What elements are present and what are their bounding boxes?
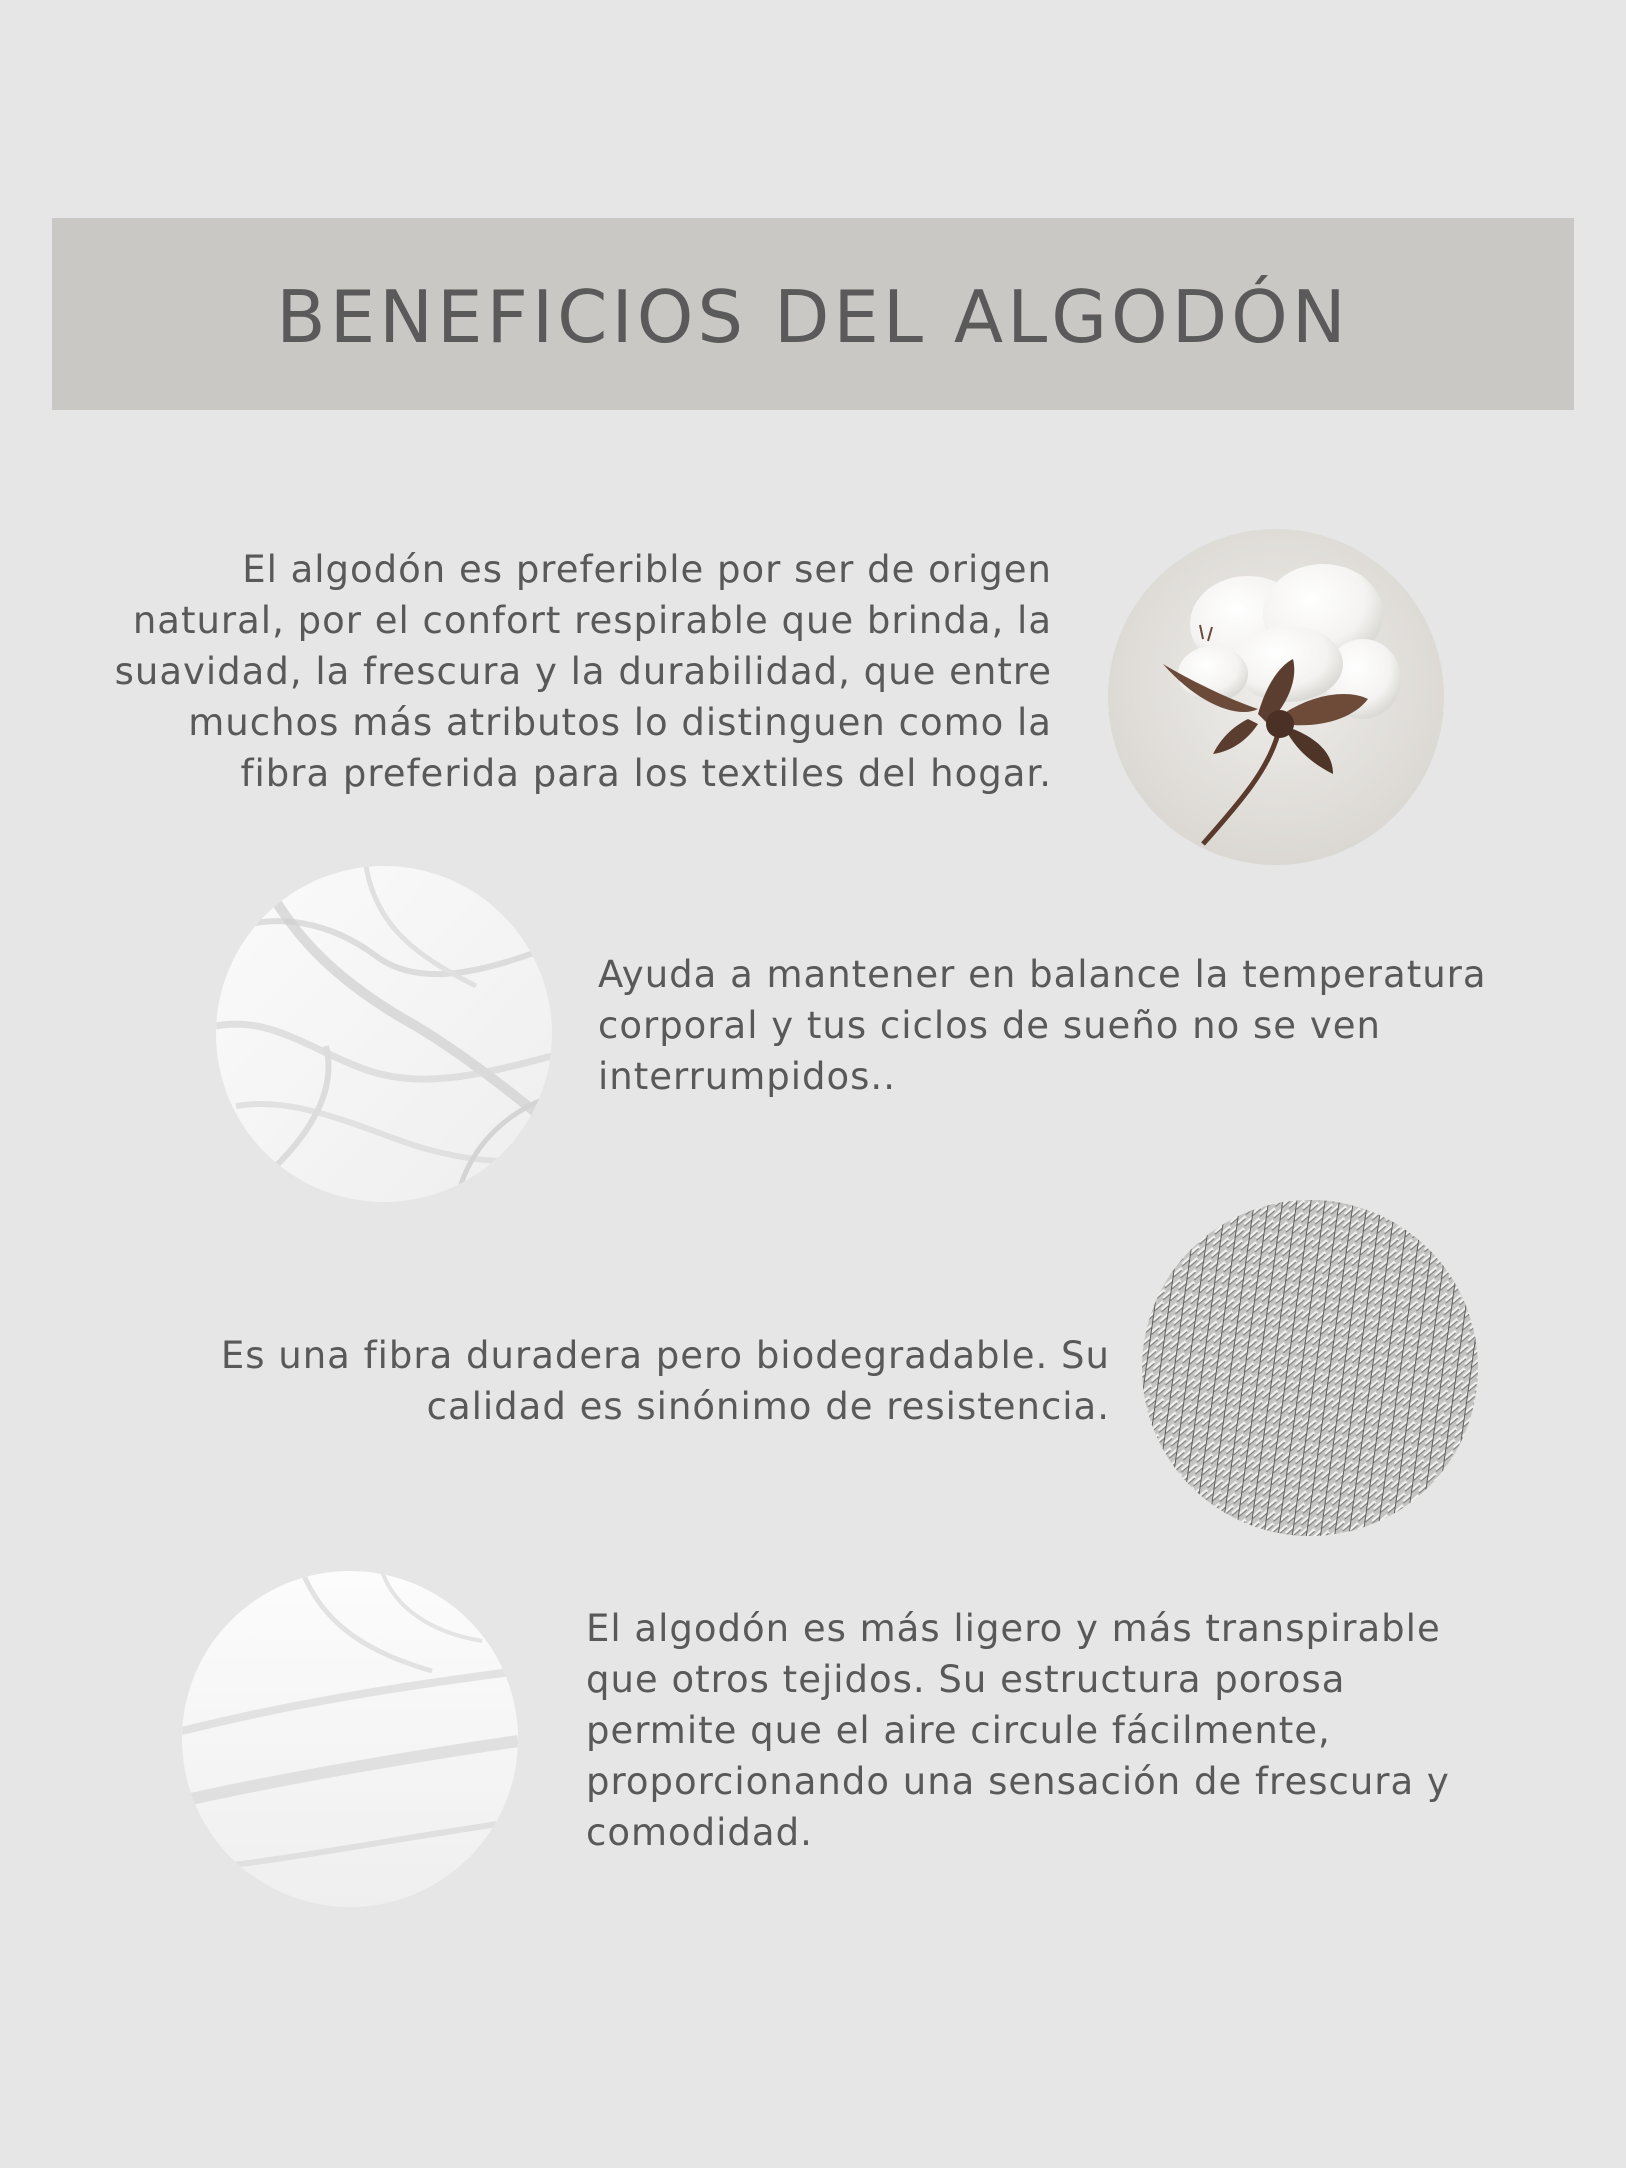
benefit-text-2: Ayuda a mantener en balance la temperatura corporal y tus ciclos de sueño no se ven interrumpidos.. xyxy=(598,953,1487,1098)
page-title: BENEFICIOS DEL ALGODÓN xyxy=(276,275,1350,359)
title-banner xyxy=(52,218,1574,410)
yarn-texture-image xyxy=(1142,1200,1478,1536)
white-fabric-image xyxy=(216,866,552,1202)
benefit-text-3: Es una fibra duradera pero biodegradable. Su calidad es sinónimo de resistencia. xyxy=(220,1334,1110,1428)
benefit-text-4: El algodón es más ligero y más transpirable que otros tejidos. Su estructura porosa permite que el aire circule fácilmente, proporcionando una sensación de frescura y comodidad. xyxy=(586,1607,1450,1854)
white-sheet-image xyxy=(182,1571,518,1907)
benefit-text-1: El algodón es preferible por ser de origen natural, por el confort respirable que brinda, la suavidad, la frescura y la durabilidad, que entre muchos más atributos lo distinguen como la fibra preferida para los textiles del hogar. xyxy=(114,548,1052,795)
cotton-boll-image xyxy=(1108,529,1444,865)
